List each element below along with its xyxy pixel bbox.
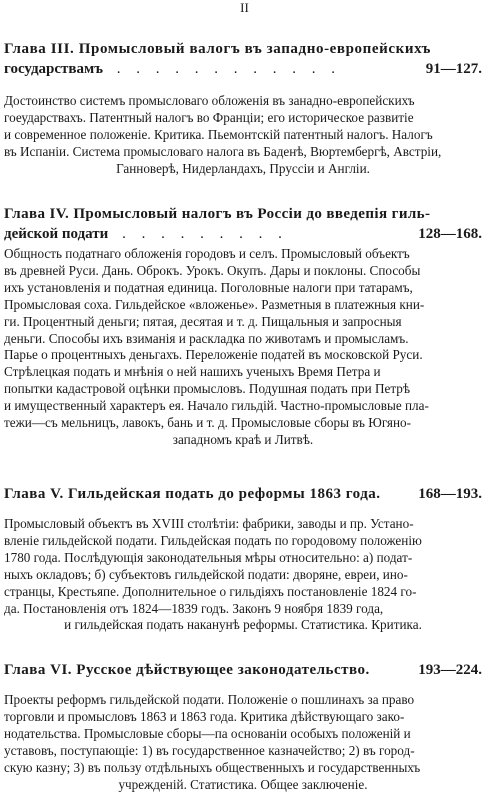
chapter-4-heading: [4, 204, 482, 244]
summary-line: западномъ краѣ и Литвѣ.: [172, 431, 314, 447]
summary-line: Достоинство системъ промысловаго обложенія въ занадно-европейскихъ: [4, 93, 415, 108]
summary-line: Парье о процентныхъ деньгахъ. Переложеніе податей въ московской Руси.: [4, 347, 423, 363]
page-number: II: [240, 0, 249, 15]
summary-line: 1780 года. Послѣдующія законодательныя мѣры относительно: а) подат-: [4, 549, 413, 565]
chapter-5-heading-line1: Глава V. Гильдейская подать до реформы 1863 года.: [4, 486, 381, 502]
summary-line: уставовъ, поступающіе: 1) въ государственное казначейство; 2) въ город-: [4, 742, 415, 758]
summary-line: скую казну; 3) въ пользу отдѣльныхъ общественныхъ и государственныхъ: [4, 759, 421, 775]
chapter-4-pages: 128—168.: [418, 226, 482, 242]
summary-line: да. Постановленія отъ 1824—1839 годъ. Законъ 9 ноября 1839 года,: [4, 600, 384, 616]
summary-line: тежи—съ мельницъ, лавокъ, бань и т. д. Промысловые сборы въ Югяно-: [4, 415, 412, 431]
summary-line: гоеударствахъ. Патентный налогъ во Франціи; его историческое развитіе: [4, 109, 414, 125]
summary-line: деньги. Способы ихъ взиманія и раскладка по животамъ и промысламъ.: [4, 330, 409, 346]
chapter-5-pages: 168—193.: [418, 486, 482, 502]
chapter-3-summary: [4, 93, 482, 178]
chapter-3-leader-dots: . . . . . . . . . . . .: [116, 61, 341, 77]
summary-line: Проекты реформъ гильдейской подати. Положеніе о пошлинахъ за право: [4, 692, 415, 707]
summary-line: вленіе гильдейской подати. Гильдейская подать по городовому положенію: [4, 532, 422, 548]
chapter-6-heading-line1: Глава VI. Русское дѣйствующее законодательство.: [4, 662, 370, 678]
chapter-4-heading-line2: дейской подати: [4, 226, 109, 242]
chapter-4-heading-line1: Глава IV. Промысловый налогъ въ Россіи до введепія гиль-: [4, 206, 431, 222]
chapter-3-heading: [4, 39, 482, 79]
summary-line: ги. Процентный деньги; пятая, десятая и т. д. Пищальныя и запросныя: [4, 313, 402, 329]
summary-line: попытки кадастровой оцѣнки промысловъ. Подушная подать при Петрѣ: [4, 381, 411, 397]
chapter-5-summary: [4, 516, 482, 634]
chapter-6-heading: [4, 660, 482, 680]
summary-line: Промысловый объектъ въ XVIII столѣтіи: фабрики, заводы и пр. Устано-: [4, 516, 414, 531]
summary-line: Ганноверѣ, Нидерландахъ, Пруссіи и Англіи.: [116, 160, 370, 176]
summary-line: ихъ установленія и податная единица. Поголовные налоги при татарамъ,: [4, 279, 413, 295]
summary-line: и имущественный характеръ ея. Начало гильдій. Частно-промысловые пла-: [4, 398, 429, 414]
summary-line: учрежденій. Статистика. Общее заключеніе.: [118, 776, 368, 792]
chapter-3-heading-line2: государствамъ: [4, 61, 103, 77]
chapter-5-heading: [4, 484, 482, 504]
summary-line: Стрѣлецкая подать и мнѣнія о ней нашихъ ученыхъ Время Петра и: [4, 364, 381, 380]
summary-line: въ древней Руси. Дань. Оброкъ. Урокъ. Окупъ. Дары и поклоны. Способы: [4, 262, 421, 278]
summary-line: Общность податнаго обложенія городовъ и селъ. Промысловый объектъ: [4, 246, 410, 261]
chapter-4-summary: [4, 246, 482, 449]
summary-line: нодательства. Промысловые сборы—па основаніи особыхъ положеній и: [4, 725, 411, 741]
chapter-6-summary: [4, 692, 482, 793]
summary-line: странцы, Крестьяпе. Дополнительное о гильдіяхъ постановленіе 1824 го-: [4, 583, 417, 599]
chapter-4-leader-dots: . . . . . . . . .: [122, 226, 288, 242]
summary-line: въ Испаніи. Система промысловаго налога въ Баденѣ, Вюртембергѣ, Австріи,: [4, 143, 442, 159]
summary-line: Промысловая соха. Гильдейское «вложенье». Разметныя в платежныя кни-: [4, 296, 425, 312]
summary-line: и современное положеніе. Критика. Пьемонтскій патентный налогъ. Налогъ: [4, 126, 433, 142]
summary-line: и гильдейская подать наканунѣ реформы. Статистика. Критика.: [64, 617, 422, 633]
summary-line: торговли и промысловъ 1863 и 1863 года. Критика дѣйствующаго зако-: [4, 708, 405, 724]
chapter-3-pages: 91—127.: [425, 61, 482, 77]
chapter-3-heading-line1: Глава III. Промысловый валогъ въ западно-европейскихъ: [4, 41, 432, 57]
summary-line: ныхъ окладовъ; б) субъектовъ гильдейской подати: дворяне, евреи, ино-: [4, 566, 408, 582]
chapter-6-pages: 193—224.: [418, 662, 482, 678]
